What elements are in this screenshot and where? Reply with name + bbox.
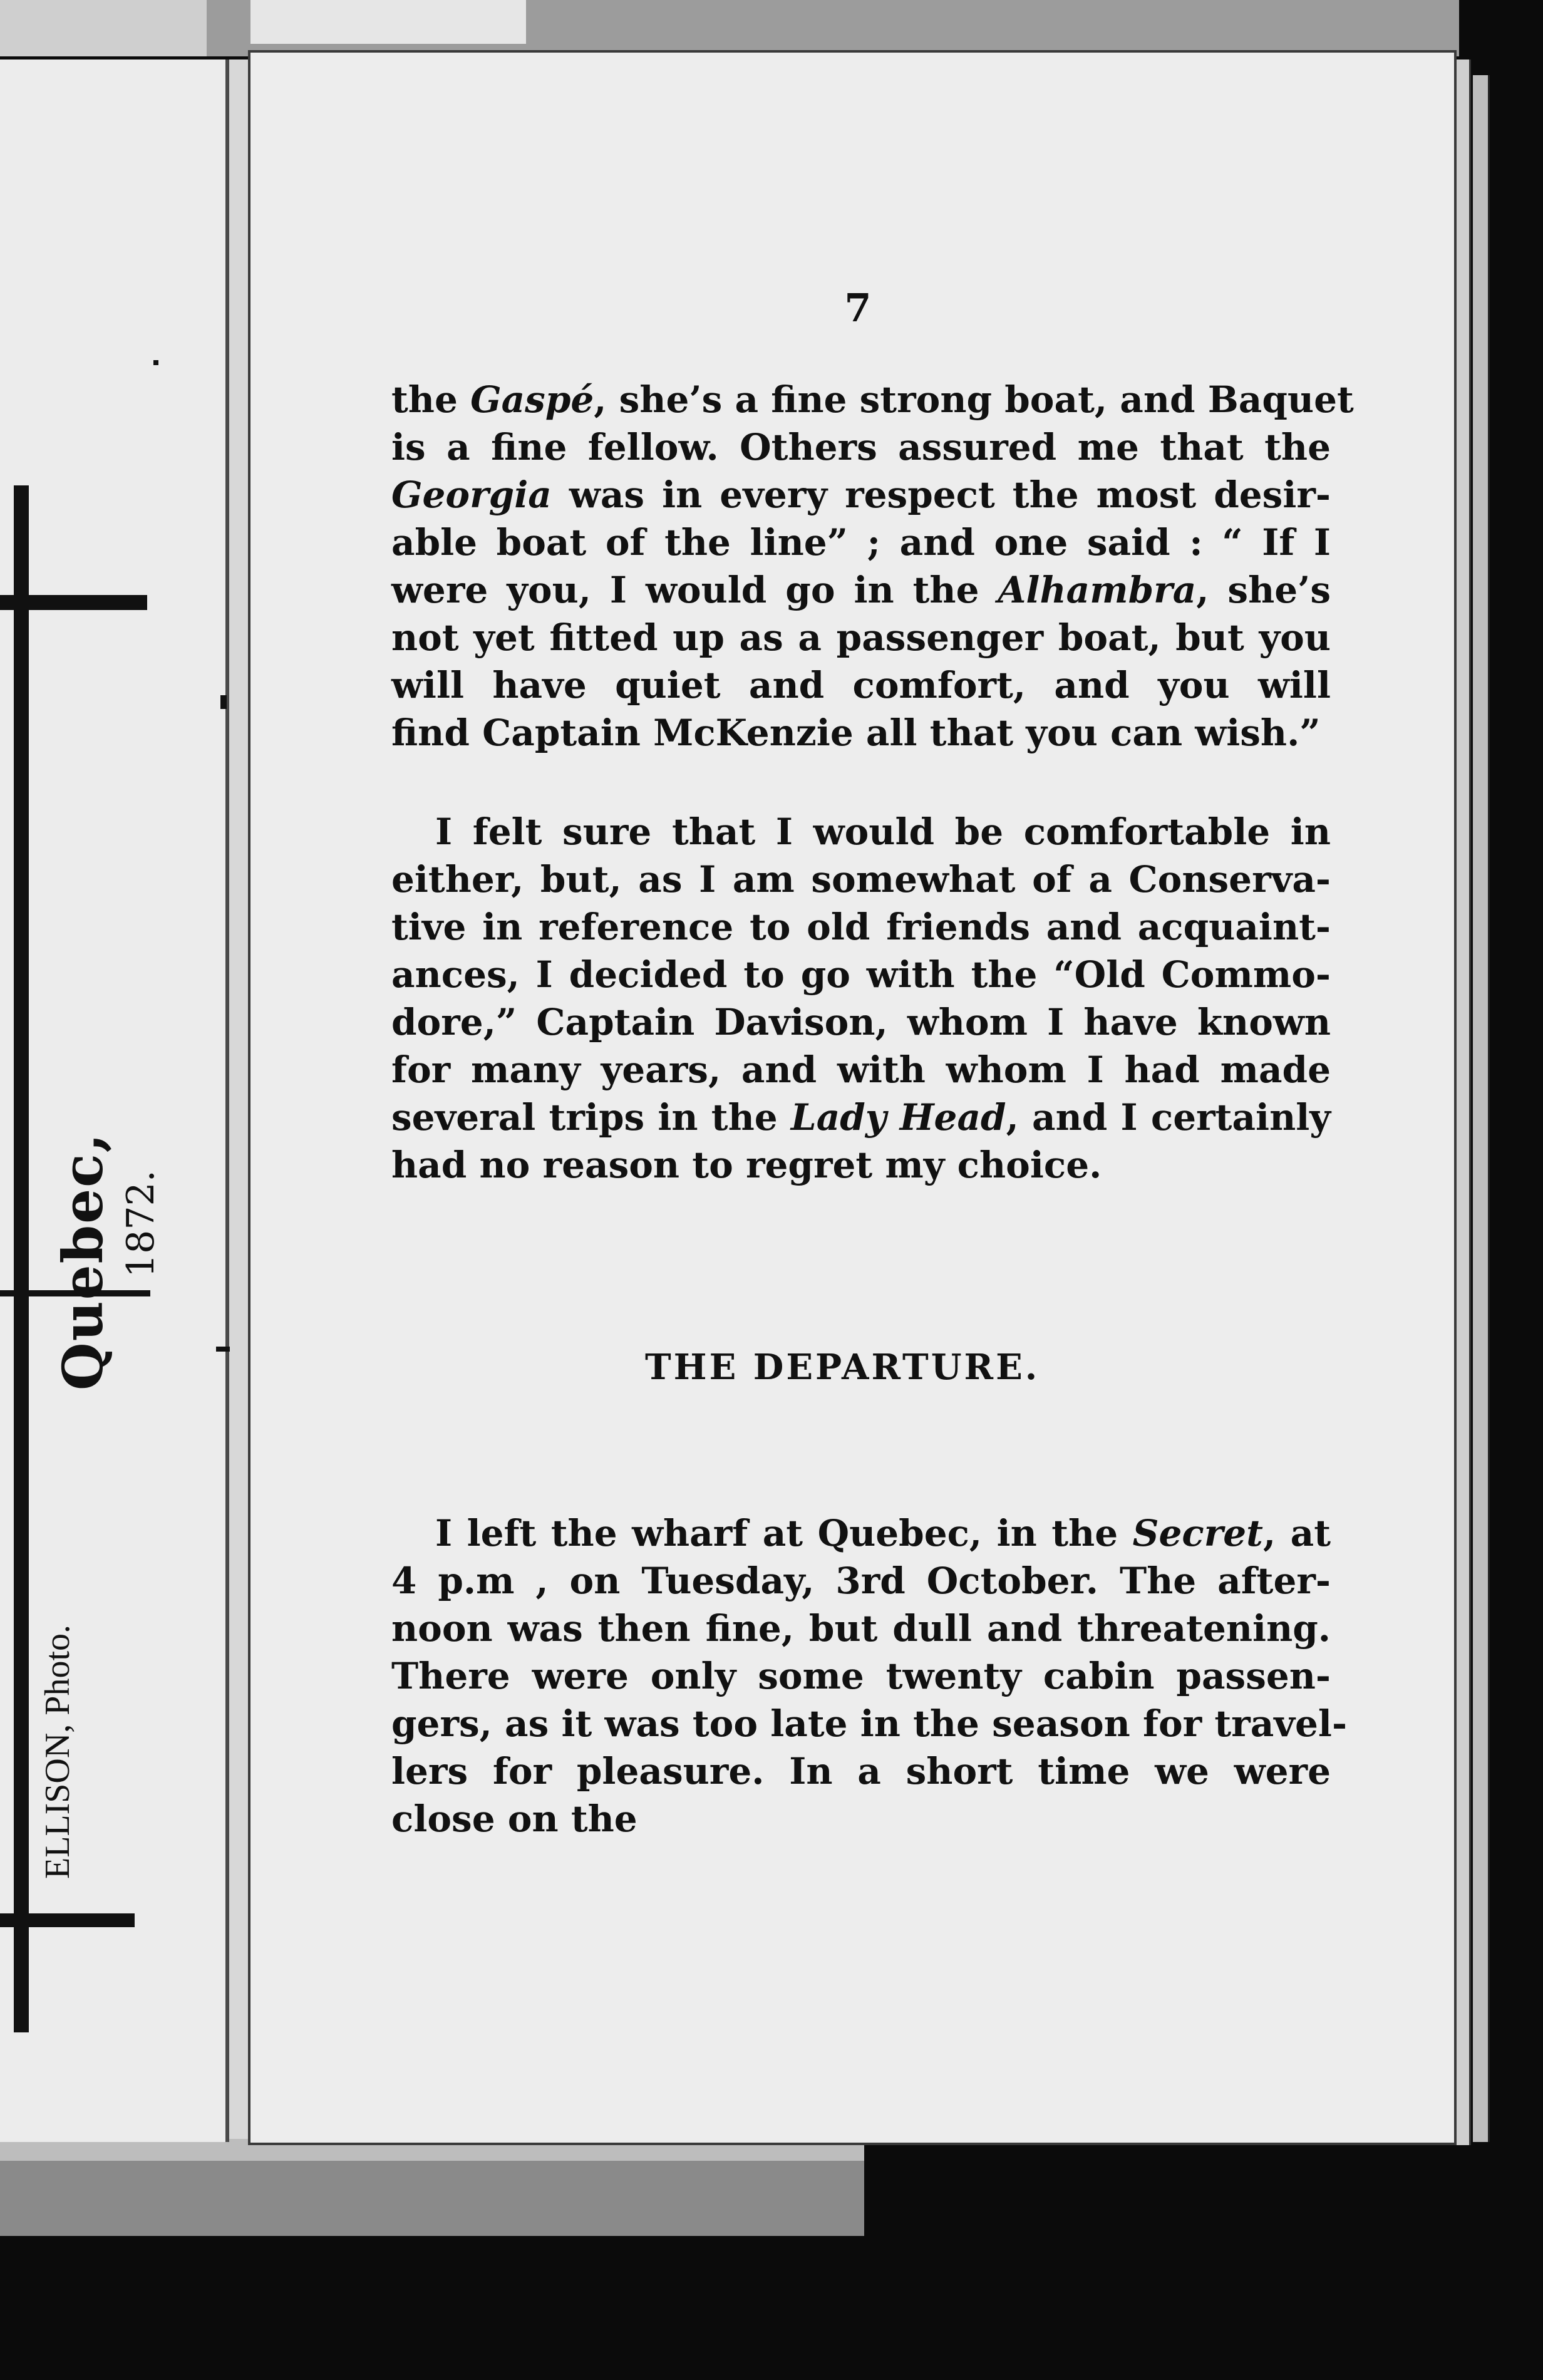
text-line: find Captain McKenzie all that you can wish.” xyxy=(391,711,1321,754)
text-line: dore,” Captain Davison, whom I have known xyxy=(391,1001,1331,1043)
italic-name: Lady Head xyxy=(790,1096,1006,1139)
text-line: close on the xyxy=(391,1798,637,1840)
plate-title: Quebec, xyxy=(50,1132,115,1390)
page-gutter xyxy=(229,59,250,2139)
text-line: 4 p.m , on Tuesday, 3rd October. The after- xyxy=(391,1560,1331,1602)
page-number: 7 xyxy=(844,285,872,331)
text-line: There were only some twenty cabin passen- xyxy=(391,1655,1331,1697)
text-line: noon was then fine, but dull and threatening. xyxy=(391,1607,1331,1650)
scan-background-top xyxy=(0,0,1459,56)
paragraph-3 xyxy=(391,1509,1348,1843)
text-line: is a fine fellow. Others assured me that the xyxy=(391,426,1331,468)
text-line: I left the wharf at Quebec, in the Secret, at xyxy=(435,1512,1331,1555)
page-edge-back xyxy=(1473,75,1490,2142)
paragraph-2 xyxy=(391,808,1331,1189)
text-line: not yet fitted up as a passenger boat, but you xyxy=(391,616,1331,659)
text-line: lers for pleasure. In a short time we were xyxy=(391,1750,1331,1793)
plate-frame-rule xyxy=(14,485,29,2032)
scan-speck xyxy=(220,695,227,709)
scan-cloth-left xyxy=(0,0,207,56)
scan-speck xyxy=(153,360,158,365)
text-line: had no reason to regret my choice. xyxy=(391,1144,1102,1186)
text-line: tive in reference to old friends and acquaint- xyxy=(391,906,1331,948)
text-line: gers, as it was too late in the season for travel- xyxy=(391,1702,1348,1745)
plate-frame-rule xyxy=(0,1913,135,1927)
scan-background-bottom xyxy=(0,2136,864,2236)
plate-year: 1872. xyxy=(119,1170,163,1278)
plate-credit: ELLISON, Photo. xyxy=(38,1625,77,1879)
text-line: the Gaspé, she’s a fine strong boat, and Baquet xyxy=(391,378,1354,421)
plate-page xyxy=(0,59,229,2142)
italic-name: Secret xyxy=(1132,1512,1263,1555)
plate-frame-rule xyxy=(0,595,147,610)
text-line: for many years, and with whom I had made xyxy=(391,1048,1331,1091)
text-line: several trips in the Lady Head, and I certainly xyxy=(391,1096,1331,1139)
text-line: were you, I would go in the Alhambra, she’s xyxy=(391,569,1331,611)
section-heading: THE DEPARTURE. xyxy=(645,1347,1040,1388)
text-line: I felt sure that I would be comfortable in xyxy=(435,810,1331,853)
text-line: ances, I decided to go with the “Old Commo- xyxy=(391,953,1331,996)
text-line: Georgia was in every respect the most desir- xyxy=(391,473,1331,516)
text-line: will have quiet and comfort, and you will xyxy=(391,664,1331,706)
italic-name: Georgia xyxy=(391,473,552,516)
italic-name: Gaspé xyxy=(470,378,594,421)
paragraph-1 xyxy=(391,376,1354,757)
scan-cloth-center xyxy=(250,0,526,44)
text-line: able boat of the line” ; and one said : “ If I xyxy=(391,521,1331,564)
scan-speck xyxy=(216,1347,230,1352)
text-line: either, but, as I am somewhat of a Conserva- xyxy=(391,858,1331,901)
italic-name: Alhambra xyxy=(998,569,1197,611)
